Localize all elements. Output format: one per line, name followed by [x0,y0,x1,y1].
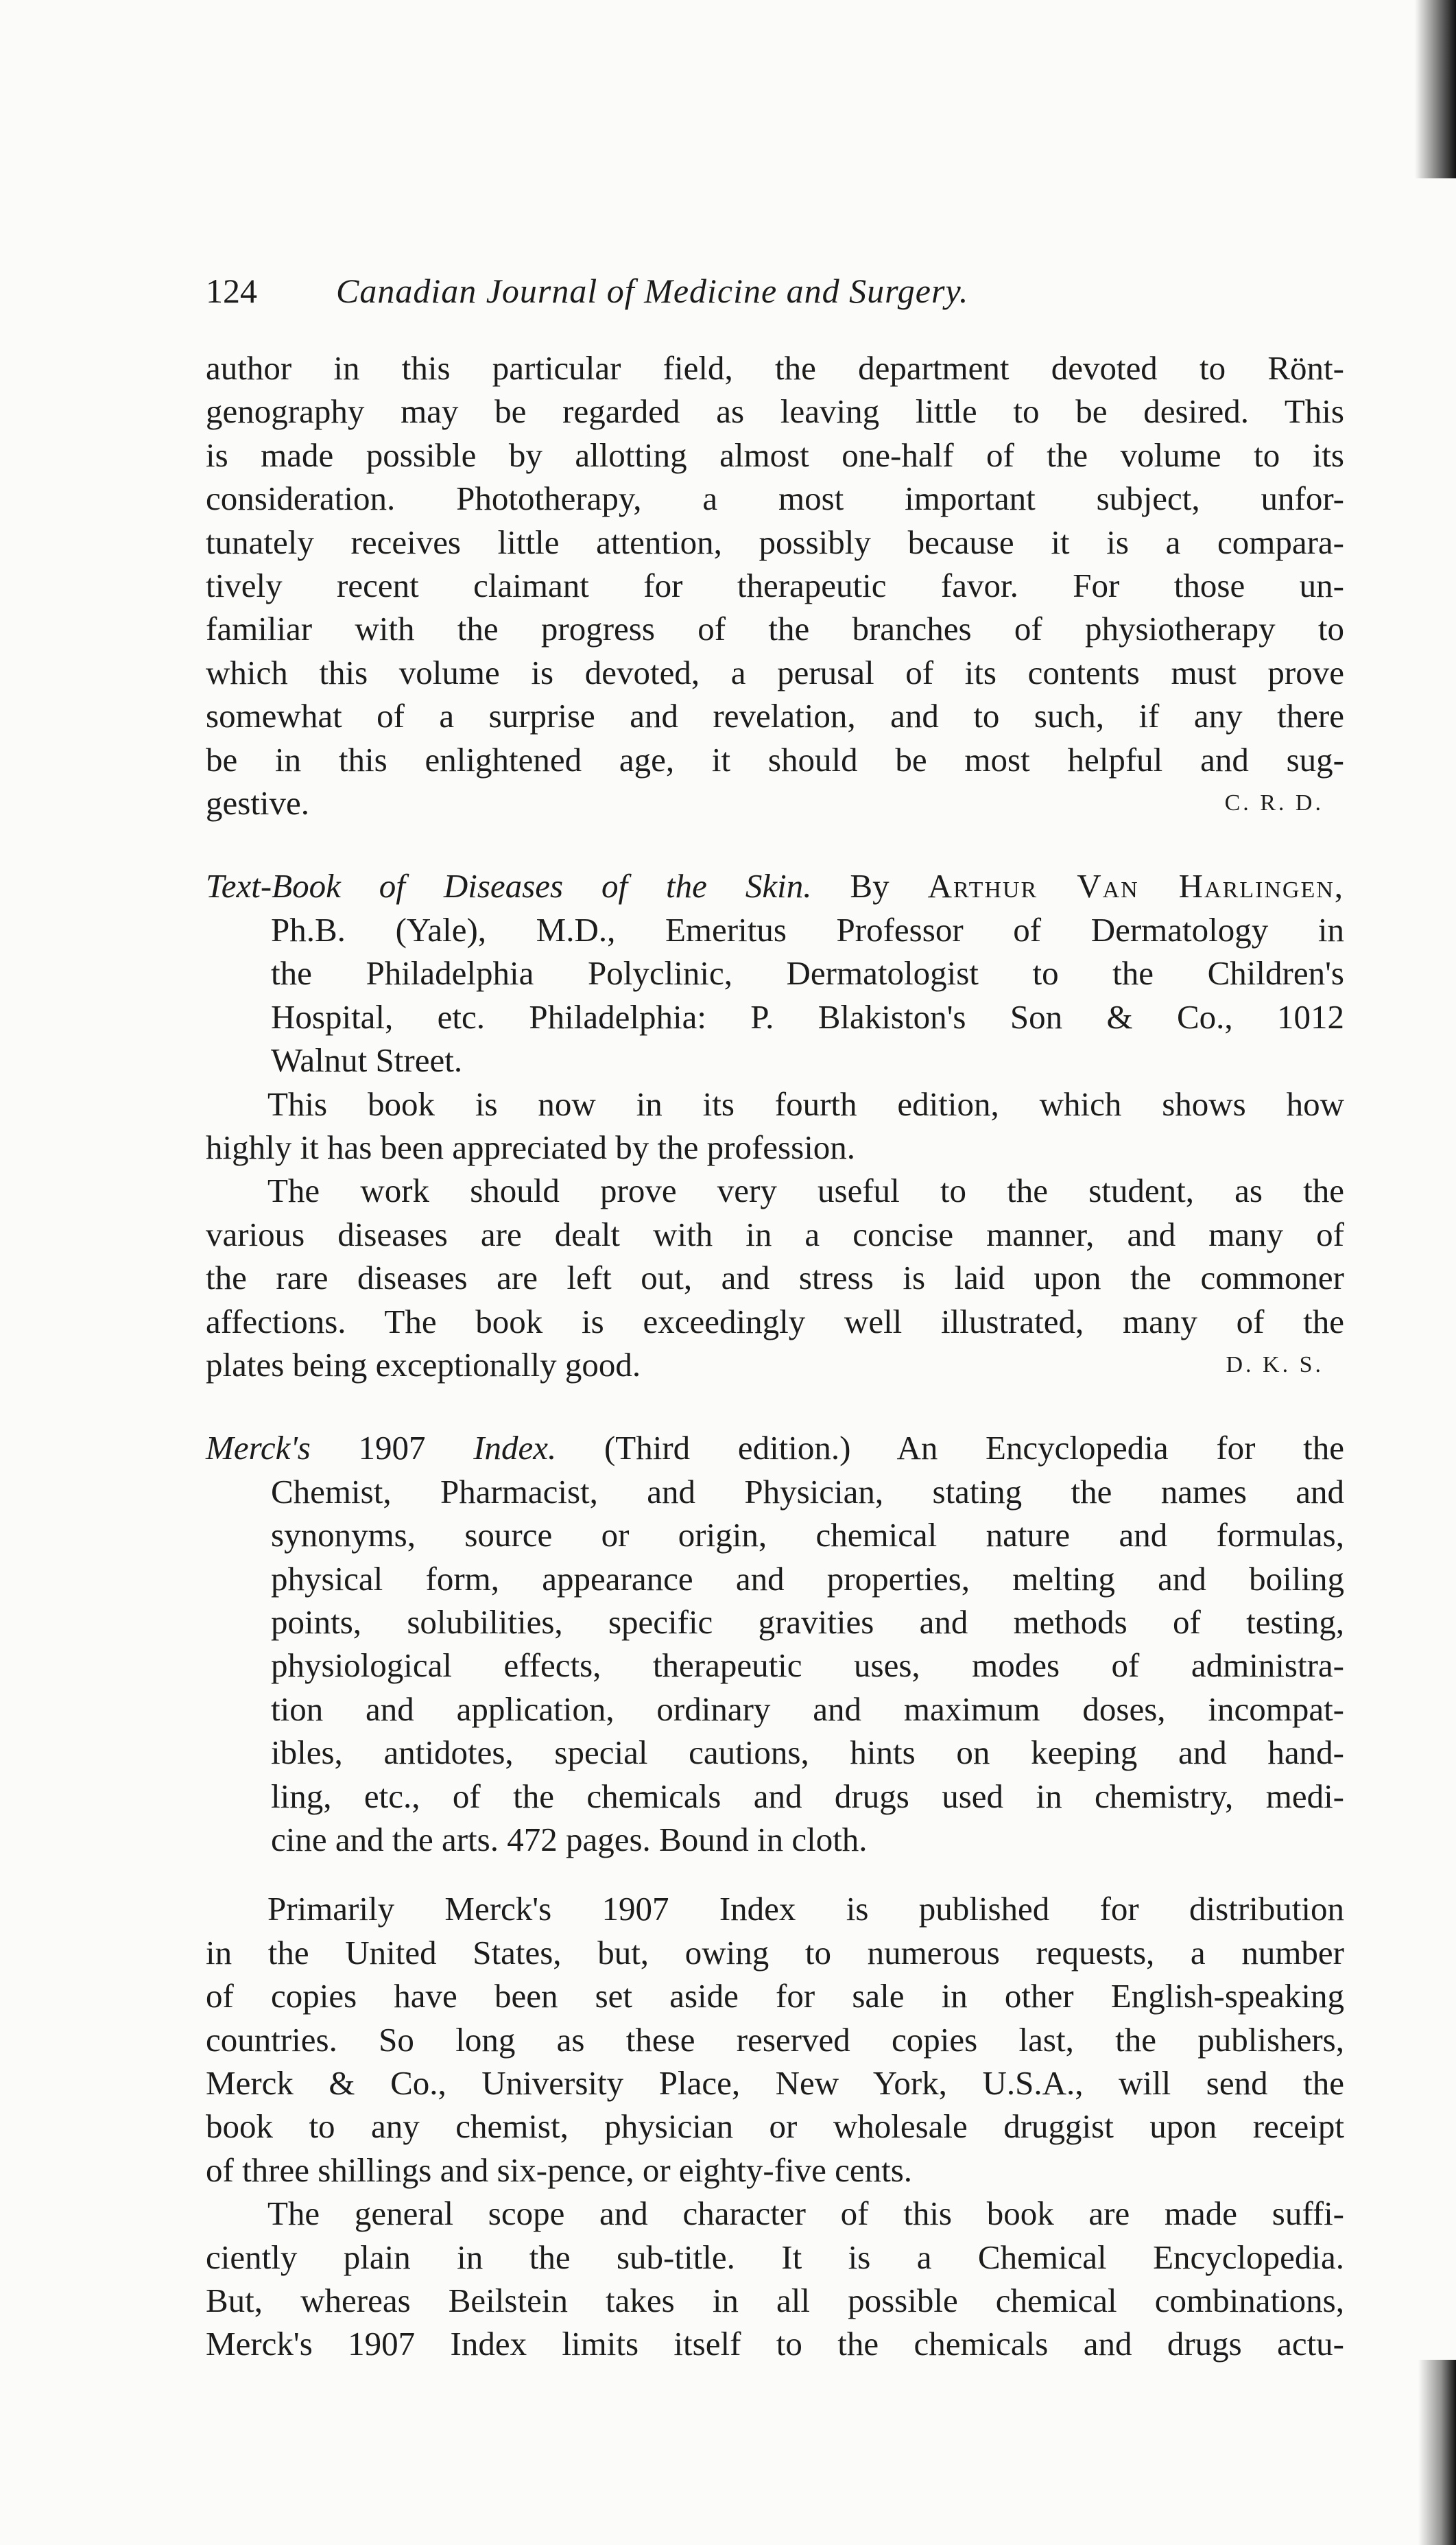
by-word: By [850,867,890,905]
text-line: The work should prove very useful to the student, as the [267,1172,1344,1210]
citation-line: points, solubilities, specific gravities and methods of testing, [271,1602,1344,1641]
text-line: countries. So long as these reserved copies last, the publishers, [206,2020,1344,2059]
book-title: Text-Book of Diseases of the Skin. [206,867,812,905]
text-line: Merck & Co., University Place, New York, U.S.A., will send the [206,2064,1344,2103]
text-line: tunately receives little attention, possibly because it is a compara- [206,523,1344,561]
text-line: the rare diseases are left out, and stress is laid upon the commoner [206,1259,1344,1297]
text-line: But, whereas Beilstein takes in all possible chemical combinations, [206,2282,1344,2320]
citation-line: tion and application, ordinary and maximum doses, incompat- [271,1690,1344,1728]
text-line: Primarily Merck's 1907 Index is published for distribution [267,1890,1344,1928]
text-line: be in this enlightened age, it should be most helpful and sug- [206,740,1344,779]
journal-title: Canadian Journal of Medicine and Surgery. [336,272,969,310]
citation-line: Walnut Street. [271,1041,463,1080]
text-line: is made possible by allotting almost one-half of the volume to its [206,436,1344,474]
citation-line: Hospital, etc. Philadelphia: P. Blakiston's Son & Co., 1012 [271,997,1344,1036]
citation-heading [206,1426,1344,1469]
review-skin-diseases [206,864,1344,1386]
text-line: This book is now in its fourth edition, which shows how [267,1085,1344,1123]
reviewer-initials: C. R. D. [1224,790,1324,816]
text-line: of copies have been set aside for sale in other English-speaking [206,1977,1344,2015]
scan-edge-bottom-right [1418,2360,1456,2545]
citation-line: ling, etc., of the chemicals and drugs used in chemistry, medi- [271,1777,1344,1815]
citation-line: cine and the arts. 472 pages. Bound in cloth. [271,1821,868,1858]
text-line: various diseases are dealt with in a concise manner, and many of [206,1215,1344,1253]
text-fragment: gestive. [206,784,310,822]
citation-line: physiological effects, therapeutic uses, modes of administra- [271,1646,1344,1685]
review-merck-index [206,1426,1344,2366]
text-line: tively recent claimant for therapeutic favor. For those un- [206,567,1344,605]
text-line: The general scope and character of this book are made suffi- [267,2194,1344,2233]
text-line: in the United States, but, owing to numerous requests, a number [206,1933,1344,1972]
reviewer-initials: D. K. S. [1226,1351,1324,1377]
citation-line: Chemist, Pharmacist, and Physician, stating the names and [271,1472,1344,1511]
citation-line: synonyms, source or origin, chemical nature and formulas, [271,1516,1344,1554]
book-title-year: 1907 [358,1429,426,1467]
citation-line: the Philadelphia Polyclinic, Dermatologist to the Children's [271,954,1344,993]
text-line: ciently plain in the sub-title. It is a Chemical Encyclopedia. [206,2238,1344,2276]
text-line: affections. The book is exceedingly well illustrated, many of the [206,1302,1344,1340]
citation-line: Ph.B. (Yale), M.D., Emeritus Professor of Dermatology in [271,910,1344,949]
text-line: author in this particular field, the department devoted to Rönt- [206,349,1344,387]
text-line: which this volume is devoted, a perusal of its contents must prove [206,653,1344,691]
book-title-rest: (Third edition.) An Encyclopedia for the [604,1429,1344,1467]
citation-line: ibles, antidotes, special cautions, hints on keeping and hand- [271,1733,1344,1772]
text-line: somewhat of a surprise and revelation, and to such, if any there [206,697,1344,735]
citation-line: physical form, appearance and properties, melting and boiling [271,1559,1344,1598]
page-number: 124 [206,272,257,310]
text-line: Merck's 1907 Index limits itself to the chemicals and drugs actu- [206,2325,1344,2363]
text-fragment: plates being exceptionally good. [206,1345,641,1384]
document-page [206,271,1344,2366]
review-continuation [206,346,1344,825]
text-line: highly it has been appreciated by the profession. [206,1128,856,1166]
text-line: familiar with the progress of the branches of physiotherapy to [206,610,1344,648]
scan-edge-top-right [1415,0,1456,178]
book-title-suffix: Index. [473,1429,557,1467]
running-head [206,271,1344,319]
text-line: of three shillings and six-pence, or eighty-five cents. [206,2151,913,2189]
text-line: book to any chemist, physician or wholesale druggist upon receipt [206,2107,1344,2146]
text-line: genography may be regarded as leaving little to be desired. This [206,392,1344,431]
citation-heading [206,864,1344,908]
book-title-prefix: Merck's [206,1429,311,1467]
book-author: Arthur Van Harlingen, [927,867,1345,905]
text-line-signed [206,781,1344,825]
text-line: consideration. Phototherapy, a most important subject, unfor- [206,480,1344,518]
text-line-signed [206,1343,1344,1386]
